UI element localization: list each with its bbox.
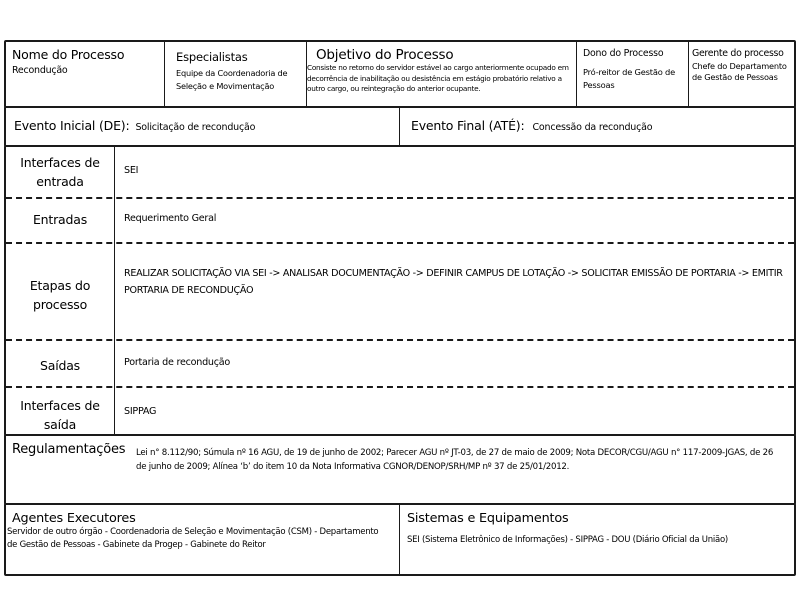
- initial-event-value: Solicitação de recondução: [135, 122, 256, 133]
- process-name-cell: [12, 47, 162, 77]
- row-label-outputs: Saídas: [40, 358, 80, 373]
- systems-value: SEI (Sistema Eletrônico de Informações) - SIPPAG - DOU (Diário Oficial da União): [407, 535, 728, 545]
- objective-value: Consiste no retorno do servidor estável ao cargo anteriormente ocupado em decorrência de inabilitação ou desistência em estágio probatório relativo a outro cargo, ou reintegração do anterior ocupante.: [307, 63, 569, 93]
- header-divider: [164, 41, 165, 107]
- final-event-cell: [411, 118, 795, 133]
- manager-value: Chefe do Departamento de Gestão de Pessoas: [692, 61, 787, 82]
- row-label-inputs: Entradas: [32, 212, 88, 227]
- systems-label: Sistemas e Equipamentos: [407, 511, 569, 526]
- row-value-inputs: Requerimento Geral: [124, 213, 217, 224]
- row-separator: [6, 339, 794, 341]
- row-separator: [6, 386, 794, 388]
- row-separator: [6, 197, 794, 199]
- owner-value: Pró-reitor de Gestão de Pessoas: [583, 67, 676, 90]
- footer-divider: [399, 504, 400, 575]
- manager-label: Gerente do processo: [692, 48, 784, 59]
- row-separator: [6, 242, 794, 244]
- row-label-input-interfaces: Interfaces de entrada: [20, 155, 100, 189]
- row-value-output-interfaces: SIPPAG: [124, 406, 157, 417]
- process-name-value: Recondução: [12, 65, 68, 76]
- regulations-label: Regulamentações: [12, 442, 126, 457]
- agents-cell: [7, 511, 397, 552]
- row-value-outputs: Portaria de recondução: [124, 357, 231, 368]
- row-label-process-steps: Etapas do processo: [29, 278, 91, 312]
- objective-cell: [307, 47, 577, 95]
- row-value-input-interfaces: SEI: [124, 165, 139, 176]
- specialists-cell: [176, 50, 304, 92]
- regulations-value: Lei n° 8.112/90; Súmula nº 16 AGU, de 19 de junho de 2002; Parecer AGU nº JT-03, de 27 de maio de 2009; Nota DECOR/CGU/AGU n° 117-2009-JGAS, de 26 de junho de 2009; Alínea ‘b’ do item 10 da Nota Informativa CGNOR/DENOP/SRH/MP nº 37 de 25/01/2012.: [136, 448, 774, 472]
- final-event-value: Concessão da recondução: [532, 122, 653, 133]
- row-value-process-steps: REALIZAR SOLICITAÇÃO VIA SEI -> ANALISAR DOCUMENTAÇÃO -> DEFINIR CAMPUS DE LOTAÇÃO -> SOLICITAR EMISSÃO DE PORTARIA -> EMITIR PORTARIA DE RECONDUÇÃO: [124, 268, 783, 296]
- specialists-value: Equipe da Coordenadoria de Seleção e Movimentação: [176, 68, 288, 91]
- agents-value: Servidor de outro órgão - Coordenadoria de Seleção e Movimentação (CSM) - Departamento de Gestão de Pessoas - Gabinete da Progep - Gabinete do Reitor: [7, 527, 379, 550]
- owner-label: Dono do Processo: [583, 48, 664, 59]
- objective-label: Objetivo do Processo: [316, 47, 454, 63]
- row-label-output-interfaces: Interfaces de saída: [20, 398, 100, 432]
- systems-cell: [407, 511, 793, 545]
- header-divider: [688, 41, 689, 107]
- specialists-label: Especialistas: [176, 50, 248, 64]
- agents-label: Agentes Executores: [12, 511, 136, 526]
- process-name-label: Nome do Processo: [12, 47, 125, 62]
- owner-cell: [583, 48, 686, 91]
- row-label-divider: [114, 146, 115, 435]
- initial-event-label: Evento Inicial (DE):: [14, 118, 130, 133]
- initial-event-cell: [14, 118, 398, 133]
- event-divider: [399, 107, 400, 146]
- manager-cell: [692, 48, 794, 83]
- final-event-label: Evento Final (ATÉ):: [411, 118, 525, 133]
